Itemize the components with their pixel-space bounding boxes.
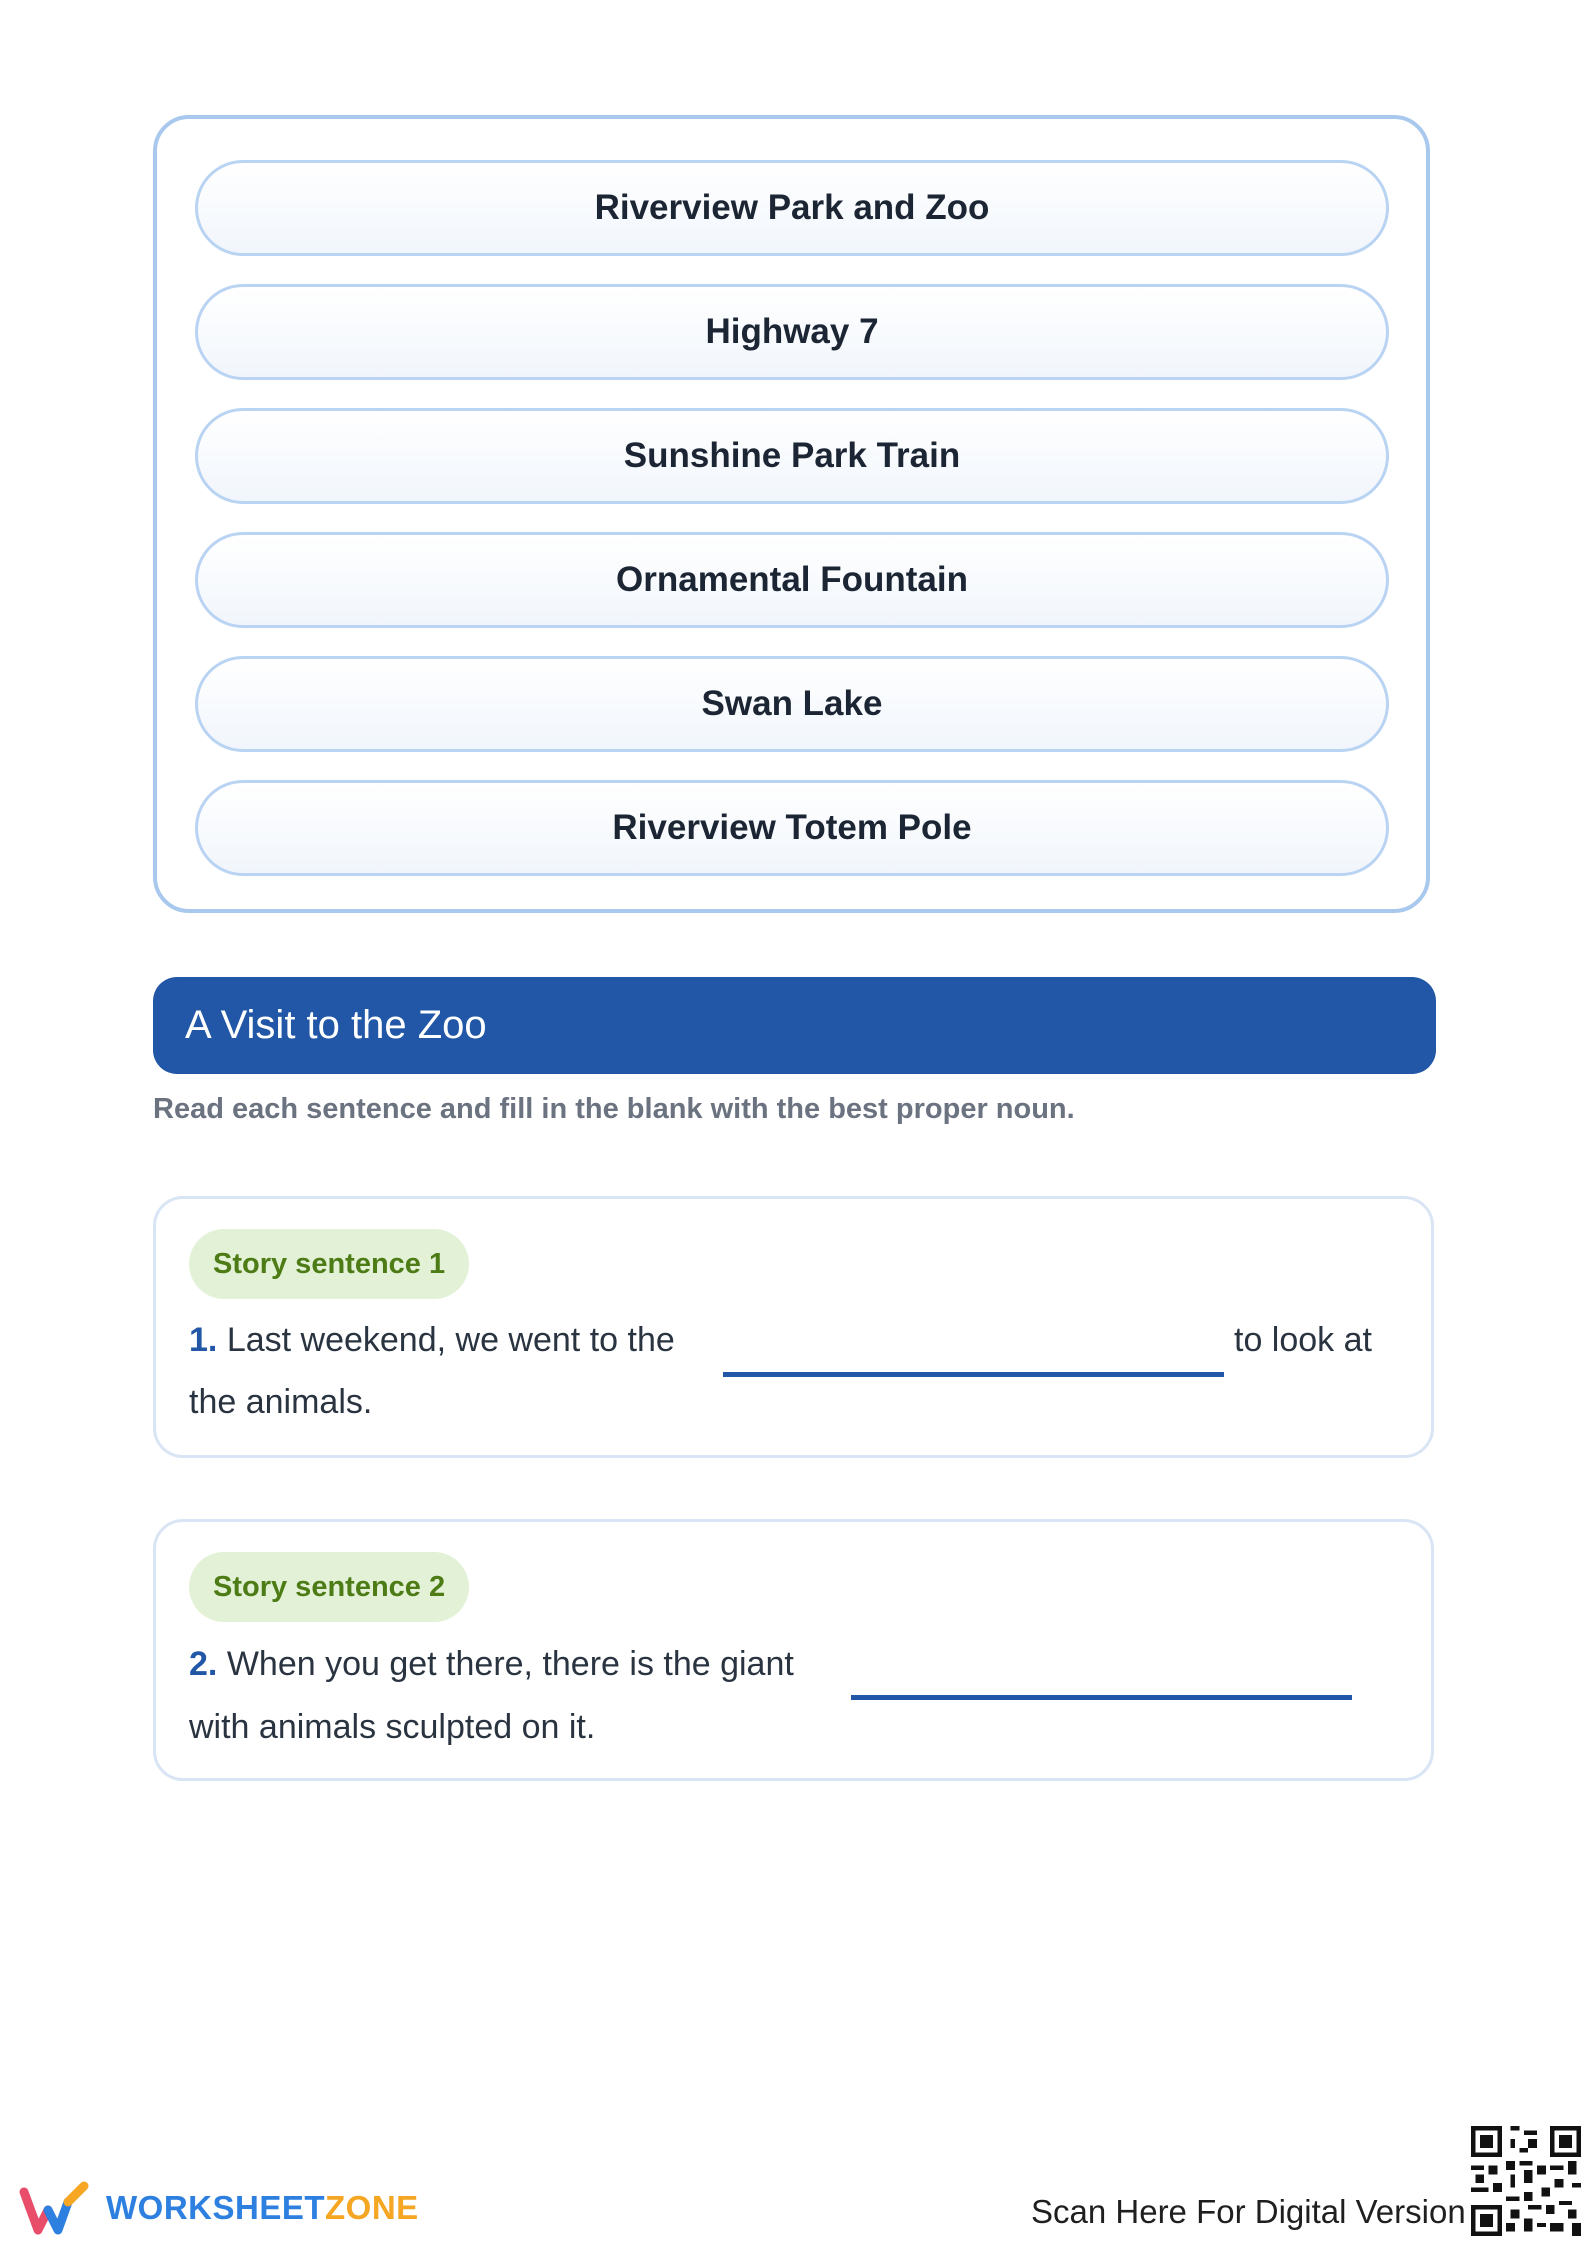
question-card-1	[153, 1196, 1434, 1458]
section-header	[153, 977, 1436, 1074]
qr-code-icon[interactable]	[1471, 2126, 1581, 2236]
question-number: 1.	[189, 1321, 218, 1359]
word-bank-item[interactable]: Riverview Park and Zoo	[195, 160, 1389, 256]
brand-part-1: WORKSHEET	[106, 2189, 325, 2226]
story-badge: Story sentence 2	[189, 1552, 469, 1622]
instructions: Read each sentence and fill in the blank with the best proper noun.	[153, 1093, 1075, 1125]
word-bank-item[interactable]: Swan Lake	[195, 656, 1389, 752]
story-badge: Story sentence 1	[189, 1229, 469, 1299]
question-text-before: Last weekend, we went to the	[226, 1321, 675, 1359]
section-title: A Visit to the Zoo	[185, 1003, 487, 1047]
question-text-before: When you get there, there is the giant	[226, 1645, 794, 1683]
word-bank	[153, 115, 1430, 913]
word-bank-item[interactable]: Sunshine Park Train	[195, 408, 1389, 504]
question-card-2	[153, 1519, 1434, 1781]
question-number: 2.	[189, 1645, 218, 1683]
word-bank-item[interactable]: Riverview Totem Pole	[195, 780, 1389, 876]
worksheetzone-logo-icon	[18, 2180, 98, 2240]
word-bank-item[interactable]: Highway 7	[195, 284, 1389, 380]
answer-blank[interactable]	[723, 1372, 1224, 1377]
question-line-1	[189, 1321, 675, 1360]
question-text-line2: with animals sculpted on it.	[189, 1708, 596, 1746]
question-text-after: to look at	[1234, 1321, 1372, 1359]
answer-blank[interactable]	[851, 1695, 1352, 1700]
brand-name	[106, 2189, 419, 2227]
brand-part-2: ZONE	[325, 2189, 419, 2226]
question-line-1	[189, 1645, 794, 1684]
question-text-line2: the animals.	[189, 1383, 373, 1421]
word-bank-item[interactable]: Ornamental Fountain	[195, 532, 1389, 628]
scan-text: Scan Here For Digital Version	[1031, 2193, 1466, 2230]
